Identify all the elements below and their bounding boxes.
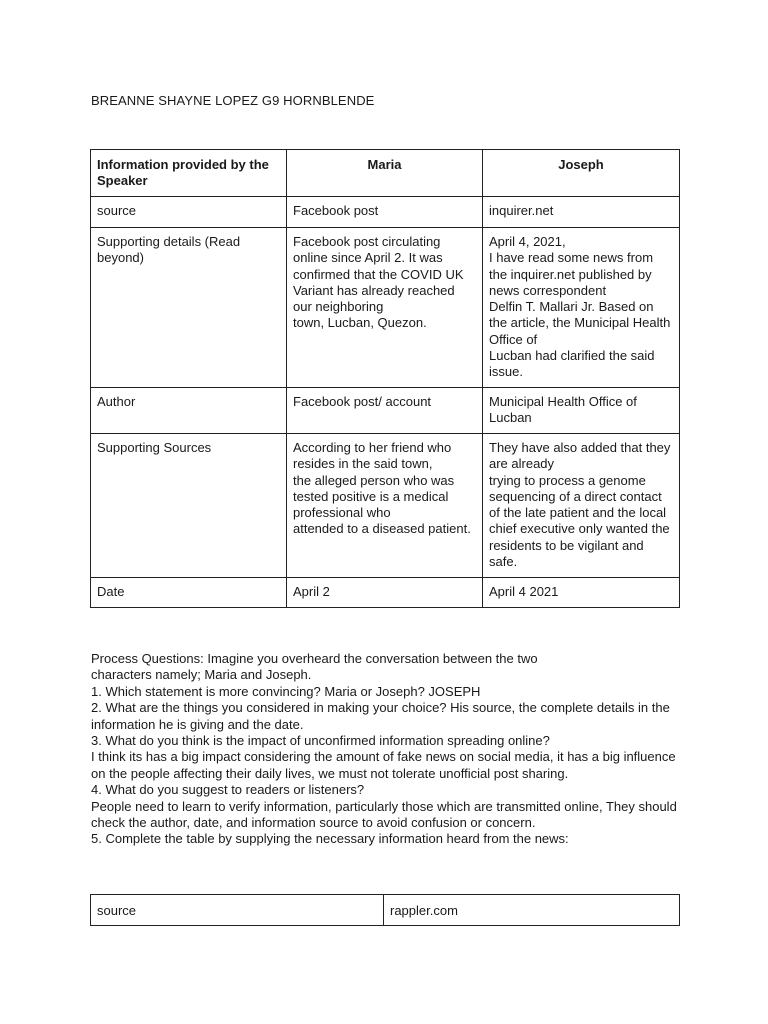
row-label: Supporting Sources <box>91 434 287 578</box>
joseph-cell: April 4 2021 <box>483 578 680 608</box>
row-label: Author <box>91 388 287 434</box>
maria-cell: Facebook post <box>287 197 483 228</box>
question-1: 1. Which statement is more convincing? Maria or Joseph? JOSEPH <box>91 683 481 699</box>
news-table <box>90 894 680 926</box>
news-label-cell: source <box>91 895 384 926</box>
process-questions <box>91 651 691 848</box>
joseph-cell: April 4, 2021, I have read some news from the inquirer.net published by news correspondent Delfin T. Mallari Jr. Based on the article, the Municipal Health Office of Lucban had clarified the said issue. <box>483 228 680 388</box>
table-row <box>91 434 680 578</box>
table-row <box>91 388 680 434</box>
intro-line: characters namely; Maria and Joseph. <box>91 667 312 683</box>
joseph-cell: Municipal Health Office of Lucban <box>483 388 680 434</box>
row-label: Supporting details (Read beyond) <box>91 228 287 388</box>
question-3: 3. What do you think is the impact of unconfirmed information spreading online? <box>91 733 550 749</box>
intro-line: Process Questions: Imagine you overheard the conversation between the two <box>91 651 538 666</box>
joseph-cell: inquirer.net <box>483 197 680 228</box>
maria-cell: Facebook post circulating online since April 2. It was confirmed that the COVID UK Variant has already reached our neighboring town, Lucban, Quezon. <box>287 228 483 388</box>
row-label: Date <box>91 578 287 608</box>
maria-cell: April 2 <box>287 578 483 608</box>
table-row <box>91 578 680 608</box>
maria-cell: Facebook post/ account <box>287 388 483 434</box>
news-value-cell: rappler.com <box>384 895 680 926</box>
table-row <box>91 197 680 228</box>
question-5: 5. Complete the table by supplying the necessary information heard from the news: <box>91 831 569 847</box>
header-cell-joseph: Joseph <box>483 150 680 197</box>
joseph-cell: They have also added that they are already trying to process a genome sequencing of a direct contact of the late patient and the local chief executive only wanted the residents to be vigilant and safe. <box>483 434 680 578</box>
table-row <box>91 228 680 388</box>
header-cell-maria: Maria <box>287 150 483 197</box>
comparison-table <box>90 149 680 608</box>
answer-3: I think its has a big impact considering the amount of fake news on social media, it has a big influence on the people affecting their daily lives, we must not tolerate unofficial post sharing. <box>91 749 676 781</box>
question-2: 2. What are the things you considered in making your choice? His source, the complete details in the information he is giving and the date. <box>91 700 670 732</box>
row-label: source <box>91 197 287 228</box>
question-4: 4. What do you suggest to readers or listeners? <box>91 782 365 798</box>
page-heading: BREANNE SHAYNE LOPEZ G9 HORNBLENDE <box>91 93 375 108</box>
table-header-row <box>91 150 680 197</box>
answer-4: People need to learn to verify information, particularly those which are transmitted online, They should check the author, date, and information source to avoid confusion or concern. <box>91 798 677 831</box>
maria-cell: According to her friend who resides in the said town, the alleged person who was tested positive is a medical professional who attended to a diseased patient. <box>287 434 483 578</box>
table-row <box>91 895 680 926</box>
header-cell-info: Information provided by the Speaker <box>91 150 287 197</box>
